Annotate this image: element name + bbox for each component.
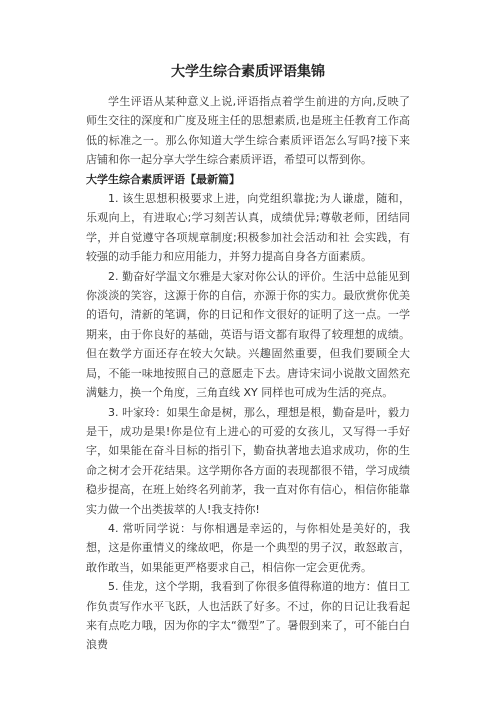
comment-paragraph-4: 4. 常听同学说：与你相遇是幸运的，与你相处是美好的，我想，这是你重情义的缘故吧，你是一个典型的男子汉，敢怒敢言，敢作敢当，如果能更严格要求自己，相信你一定会更优秀。 (86, 521, 410, 574)
comment-paragraph-2: 2. 勤奋好学温文尔雅是大家对你公认的评价。生活中总能见到你淡淡的笑容，这源于你的自信，亦源于你的实力。最欣赏你优美的语句，清新的笔调，你的日记和作文很好的证明了这一点。一学期来，由于你良好的基础，英语与语文都有取得了较理想的成绩。但在数学方面还存在较大欠缺。兴趣固然重要，但我们要顾全大局，不能一味地按照自己的意愿走下去。唐诗宋词小说散文固然充满魅力，换一个角度，三角直线 XY 同样也可成为生活的亮点。 (86, 269, 410, 400)
comment-paragraph-3: 3. 叶家玲：如果生命是树，那么，理想是根，勤奋是叶，毅力是干，成功是果!你是位有上进心的可爱的女孩儿，又写得一手好字，如果能在奋斗目标的指引下，勤奋执著地去追求成功，你的生命之树才会开花结果。这学期你各方面的表现都很不错，学习成绩稳步提高，在班上始终名列前茅，我一直对你有信心，相信你能靠实力做一个出类拔萃的人!我支持你! (86, 405, 410, 516)
comment-paragraph-1: 1. 该生思想积极要求上进，向党组织靠拢;为人谦虚，随和，乐观向上，有进取心;学习刻苦认真，成绩优异;尊敬老师，团结同学，并自觉遵守各项规章制度;积极参加社会活动和社 会实践，有较强的动手能力和应用能力，并努力提高自身各方面素质。 (86, 192, 410, 264)
section-heading: 大学生综合素质评语【最新篇】 (86, 172, 240, 186)
document-title: 大学生综合素质评语集锦 (171, 64, 325, 80)
comment-paragraph-5: 5. 佳龙，这个学期，我看到了你很多值得称道的地方：值日工作负责写作水平飞跃，人也活跃了好多。不过，你的日记让我看起来有点吃力哦，因为你的字太“微型”了。暑假到来了，可不能白白浪费 (86, 580, 410, 652)
intro-paragraph: 学生评语从某种意义上说,评语指点着学生前进的方向,反映了师生交往的深度和广度及班主任的思想素质,也是班主任教育工作高低的标准之一。那么你知道大学生综合素质评语怎么写吗?接下来店铺和你一起分享大学生综合素质评语，希望可以帮到你。 (86, 95, 410, 167)
